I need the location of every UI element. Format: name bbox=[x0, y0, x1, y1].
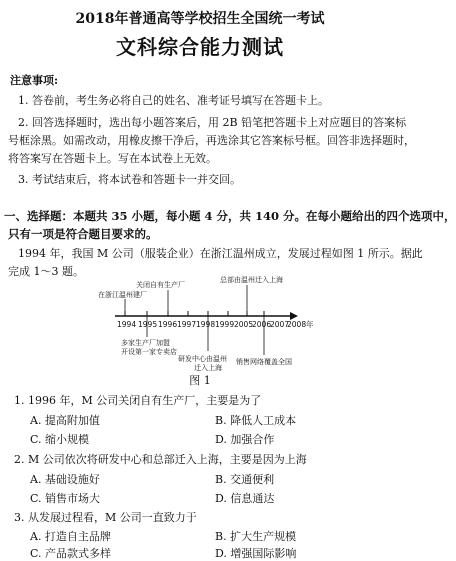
year-2005: 2005 bbox=[234, 320, 254, 329]
question-intro-line-1: 1994 年，我国 M 公司（服装企业）在浙江温州成立，发展过程如图 1 所示。据此 bbox=[18, 247, 423, 260]
year-2006: 2006 bbox=[252, 320, 272, 329]
notice-item-1: 1. 答卷前，考生务必将自己的姓名、准考证号填写在答题卡上。 bbox=[18, 94, 329, 107]
question-1-option-b[interactable]: B. 降低人工成本 bbox=[215, 414, 297, 427]
question-3-option-a[interactable]: A. 打造自主品牌 bbox=[30, 530, 111, 543]
question-2-option-b[interactable]: B. 交通便利 bbox=[215, 473, 275, 486]
notice-item-2-line-1: 2. 回答选择题时，选出每小题答案后，用 2B 铅笔把答题卡上对应题目的答案标 bbox=[18, 116, 407, 129]
question-3-stem: 3. 从发展过程看，M 公司一直致力于 bbox=[14, 511, 197, 524]
notice-item-2-line-2: 号框涂黑。如需改动，用橡皮擦干净后，再选涂其它答案标号框。回答非选择题时， bbox=[8, 134, 415, 147]
notice-item-3: 3. 考试结束后，将本试卷和答题卡一并交回。 bbox=[18, 173, 241, 186]
question-intro-line-2: 完成 1～3 题。 bbox=[8, 265, 84, 278]
question-1-option-a[interactable]: A. 提高附加值 bbox=[30, 414, 100, 427]
exam-title: 文科综合能力测试 bbox=[116, 35, 284, 59]
question-2-option-a[interactable]: A. 基础设施好 bbox=[30, 473, 100, 486]
question-3-option-b[interactable]: B. 扩大生产规模 bbox=[215, 530, 297, 543]
event-own-factory-closed: 关闭自有生产厂 bbox=[136, 281, 185, 289]
exam-subtitle: 2018年普通高等学校招生全国统一考试 bbox=[75, 11, 325, 27]
event-network: 销售网络覆盖全国 bbox=[236, 358, 292, 366]
year-1998: 1998 bbox=[196, 320, 216, 329]
year-2008: 2008 bbox=[287, 320, 307, 329]
event-rd-center-line-2: 迁入上海 bbox=[194, 364, 222, 372]
year-2007: 2007 bbox=[270, 320, 290, 329]
section-heading-line-1: 一、选择题：本题共 35 小题，每小题 4 分，共 140 分。在每小题给出的四个选项中， bbox=[4, 209, 456, 223]
question-1-option-d[interactable]: D. 加强合作 bbox=[215, 433, 275, 446]
event-stores-line-1: 多家生产厂加盟 bbox=[121, 339, 170, 347]
year-1994: 1994 bbox=[117, 320, 137, 329]
year-unit: 年 bbox=[306, 320, 314, 329]
question-2-option-d[interactable]: D. 信息通达 bbox=[215, 492, 275, 505]
question-1-stem: 1. 1996 年，M 公司关闭自有生产厂，主要是为了 bbox=[14, 394, 262, 407]
event-rd-center-line-1: 研发中心由温州 bbox=[178, 355, 227, 363]
year-1996: 1996 bbox=[158, 320, 178, 329]
notice-item-2-line-3: 将答案写在答题卡上。写在本试卷上无效。 bbox=[8, 152, 217, 165]
question-2-stem: 2. M 公司依次将研发中心和总部迁入上海，主要是因为上海 bbox=[14, 453, 307, 466]
figure-caption: 图 1 bbox=[189, 374, 211, 387]
question-2-option-c[interactable]: C. 销售市场大 bbox=[30, 492, 101, 505]
question-3-option-c[interactable]: C. 产品款式多样 bbox=[30, 547, 112, 560]
notice-heading: 注意事项: bbox=[10, 74, 59, 87]
event-founded: 在浙江温州建厂 bbox=[98, 291, 147, 299]
year-1999: 1999 bbox=[215, 320, 235, 329]
event-stores-line-2: 开设第一家专卖店 bbox=[121, 348, 177, 356]
year-1997: 1997 bbox=[177, 320, 197, 329]
event-hq-shanghai: 总部由温州迁入上海 bbox=[220, 276, 283, 284]
question-3-option-d[interactable]: D. 增强国际影响 bbox=[215, 547, 297, 560]
timeline-arrow-icon bbox=[290, 312, 298, 320]
section-heading-line-2: 只有一项是符合题目要求的。 bbox=[8, 227, 158, 241]
question-1-option-c[interactable]: C. 缩小规模 bbox=[30, 433, 90, 446]
year-1995: 1995 bbox=[138, 320, 158, 329]
figure-1-timeline bbox=[0, 277, 400, 377]
